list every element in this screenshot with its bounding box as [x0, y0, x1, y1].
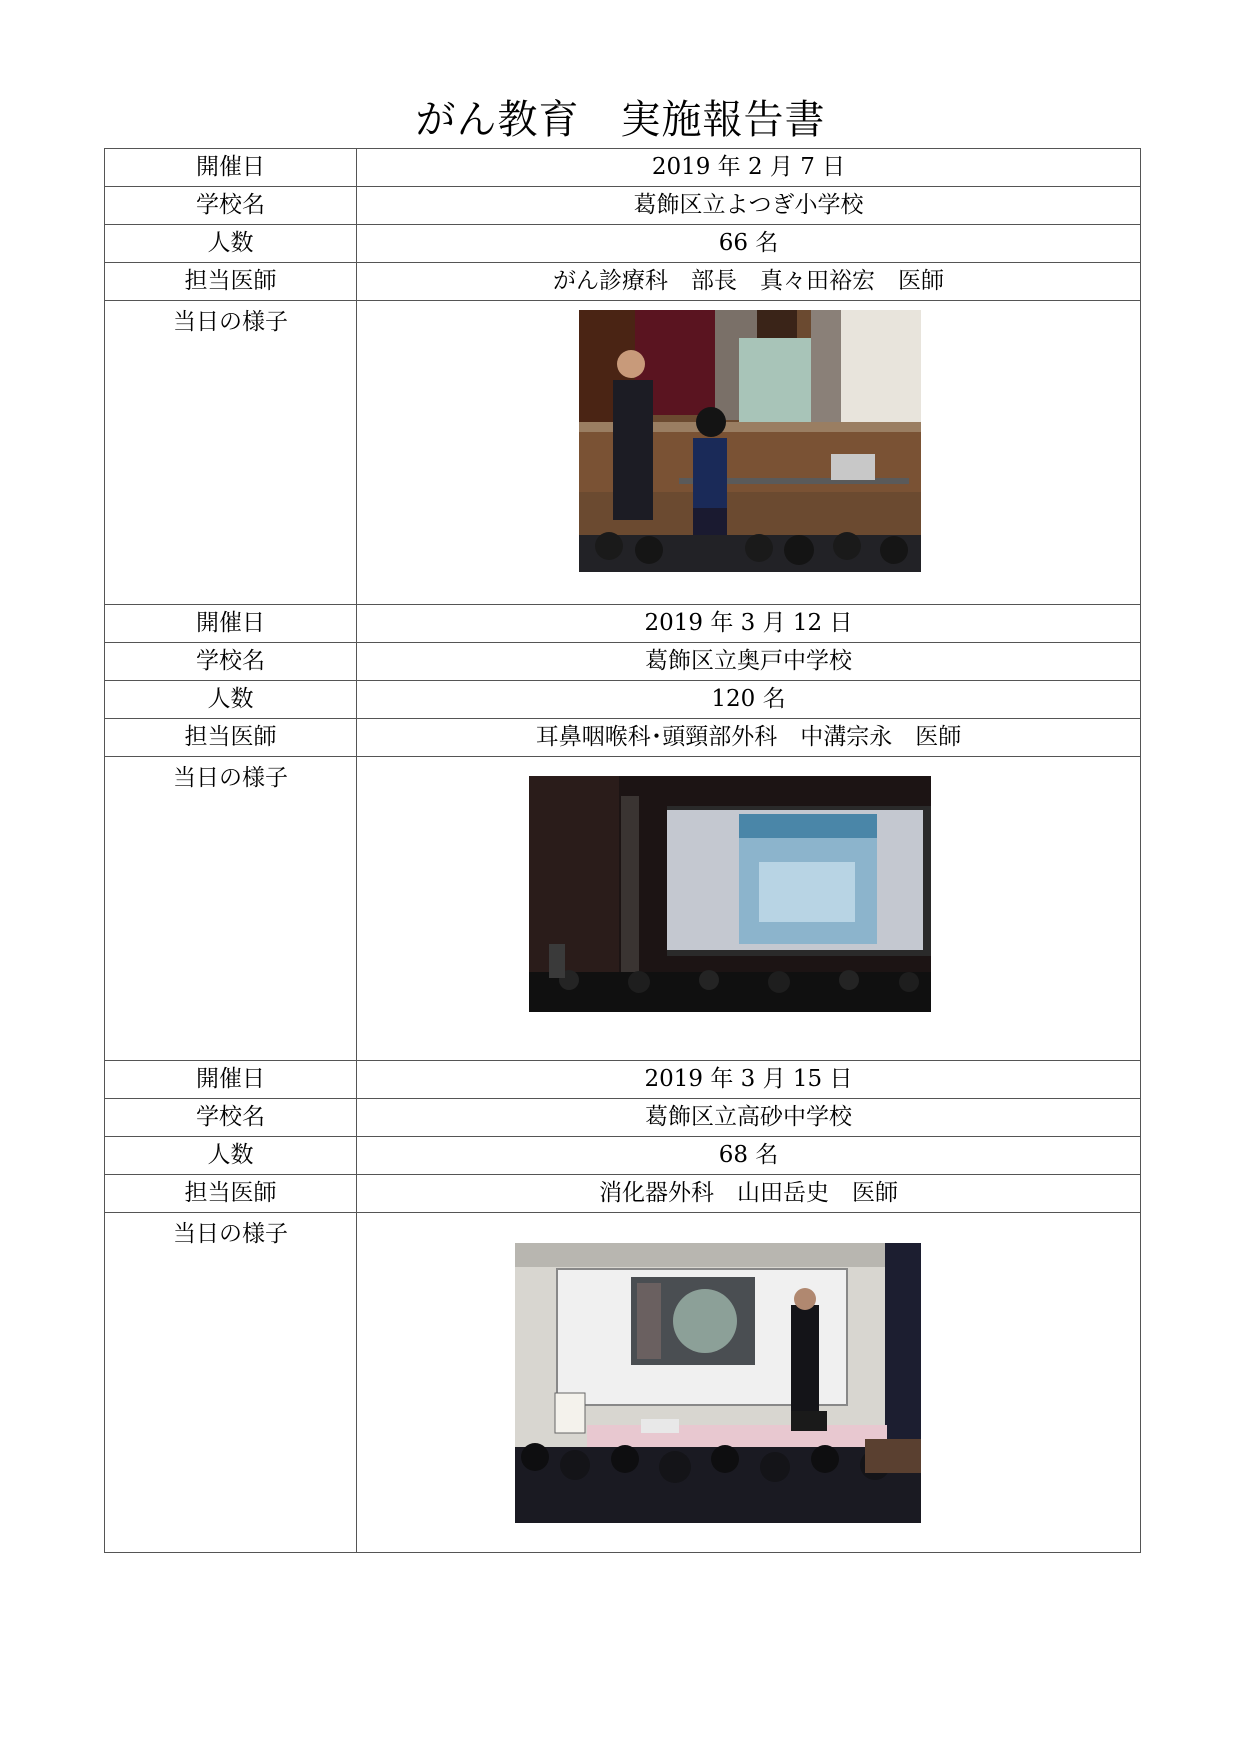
scene-label: 当日の様子 [105, 301, 357, 605]
event-photo [529, 776, 931, 1012]
event-photo [515, 1243, 921, 1523]
count-label: 人数 [105, 225, 357, 263]
page-title: がん教育 実施報告書 [415, 97, 826, 143]
scene-photo-cell [357, 757, 1141, 1061]
table-row [105, 757, 1141, 1061]
doctor-label: 担当医師 [105, 263, 357, 301]
table-row [105, 1175, 1141, 1213]
count-value: 68 名 [357, 1137, 1141, 1175]
table-row [105, 187, 1141, 225]
scene-label: 当日の様子 [105, 757, 357, 1061]
date-label: 開催日 [105, 1061, 357, 1099]
school-value: 葛飾区立高砂中学校 [357, 1099, 1141, 1137]
school-label: 学校名 [105, 1099, 357, 1137]
scene-photo-cell [357, 1213, 1141, 1553]
school-value: 葛飾区立よつぎ小学校 [357, 187, 1141, 225]
scene-photo-cell [357, 301, 1141, 605]
event-photo [579, 310, 921, 572]
count-value: 120 名 [357, 681, 1141, 719]
table-row [105, 1061, 1141, 1099]
doctor-value: 耳鼻咽喉科･頭頸部外科 中溝宗永 医師 [357, 719, 1141, 757]
count-label: 人数 [105, 1137, 357, 1175]
date-value: 2019 年 2 月 7 日 [357, 149, 1141, 187]
school-label: 学校名 [105, 187, 357, 225]
table-row [105, 643, 1141, 681]
count-value: 66 名 [357, 225, 1141, 263]
date-label: 開催日 [105, 605, 357, 643]
table-row [105, 225, 1141, 263]
scene-label: 当日の様子 [105, 1213, 357, 1553]
table-row [105, 263, 1141, 301]
table-row [105, 719, 1141, 757]
school-value: 葛飾区立奥戸中学校 [357, 643, 1141, 681]
doctor-value: 消化器外科 山田岳史 医師 [357, 1175, 1141, 1213]
doctor-label: 担当医師 [105, 719, 357, 757]
table-row [105, 149, 1141, 187]
table-row [105, 1099, 1141, 1137]
report-table [104, 148, 1141, 1553]
table-row [105, 681, 1141, 719]
date-value: 2019 年 3 月 15 日 [357, 1061, 1141, 1099]
table-row [105, 301, 1141, 605]
count-label: 人数 [105, 681, 357, 719]
doctor-label: 担当医師 [105, 1175, 357, 1213]
table-row [105, 1137, 1141, 1175]
date-value: 2019 年 3 月 12 日 [357, 605, 1141, 643]
date-label: 開催日 [105, 149, 357, 187]
school-label: 学校名 [105, 643, 357, 681]
table-row [105, 1213, 1141, 1553]
doctor-value: がん診療科 部長 真々田裕宏 医師 [357, 263, 1141, 301]
table-row [105, 605, 1141, 643]
